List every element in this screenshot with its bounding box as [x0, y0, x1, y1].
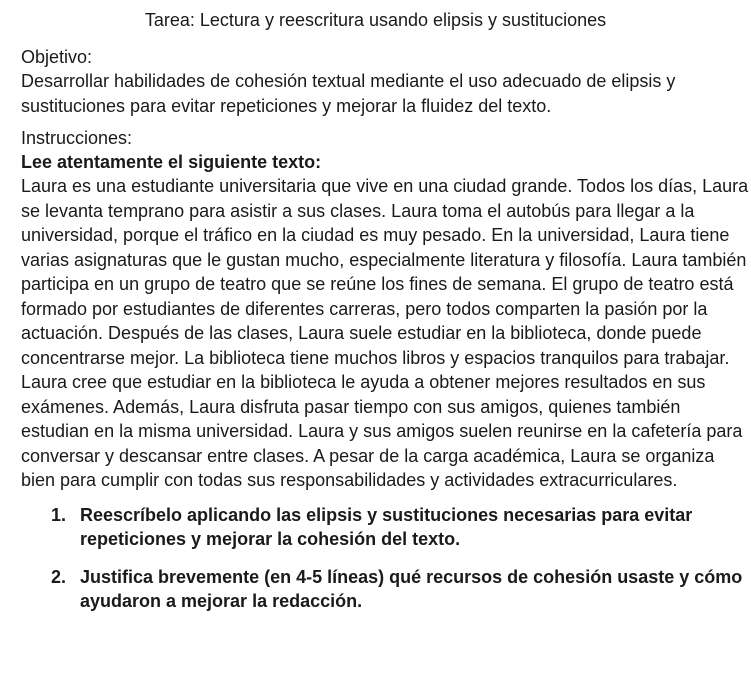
- task-number: 1.: [51, 504, 67, 525]
- lee-atentamente-label: Lee atentamente el siguiente texto:: [21, 152, 322, 172]
- task-item: [21, 503, 751, 552]
- task-list: [21, 503, 751, 614]
- task-item: [21, 565, 751, 614]
- instrucciones-label: Instrucciones:: [21, 128, 133, 148]
- task-number: 2.: [51, 566, 67, 587]
- task-text: Reescríbelo aplicando las elipsis y sustituciones necesarias para evitar repeticiones y mejorar la cohesión del texto.: [80, 504, 693, 549]
- reading-passage: Laura es una estudiante universitaria que vive en una ciudad grande. Todos los días, Laura se levanta temprano para asistir a sus clases. Laura toma el autobús para llegar a la universidad, porque el tráfico en la ciudad es muy pesado. En la universidad, Laura tiene varias asignaturas que le gustan mucho, especialmente literatura y filosofía. Laura también participa en un grupo de teatro que se reúne los fines de semana. El grupo de teatro está formado por estudiantes de diferentes carreras, pero todos comparten la pasión por la actuación. Después de las clases, Laura suele estudiar en la biblioteca, donde puede concentrarse mejor. La biblioteca tiene muchos libros y espacios tranquilos para trabajar. Laura cree que estudiar en la biblioteca le ayuda a obtener mejores resultados en sus exámenes. Además, Laura disfruta pasar tiempo con sus amigos, quienes también estudian en la misma universidad. Laura y sus amigos suelen reunirse en la cafetería para conversar y descansar entre clases. A pesar de la carga académica, Laura se organiza bien para cumplir con todas sus responsabilidades y actividades extracurriculares.: [21, 176, 749, 490]
- objetivo-label: Objetivo:: [21, 47, 93, 67]
- page-title: Tarea: Lectura y reescritura usando elipsis y sustituciones: [144, 10, 607, 30]
- objetivo-text: Desarrollar habilidades de cohesión textual mediante el uso adecuado de elipsis y sustituciones para evitar repeticiones y mejorar la fluidez del texto.: [21, 71, 676, 116]
- task-text: Justifica brevemente (en 4-5 líneas) qué recursos de cohesión usaste y cómo ayudaron a mejorar la redacción.: [80, 566, 743, 611]
